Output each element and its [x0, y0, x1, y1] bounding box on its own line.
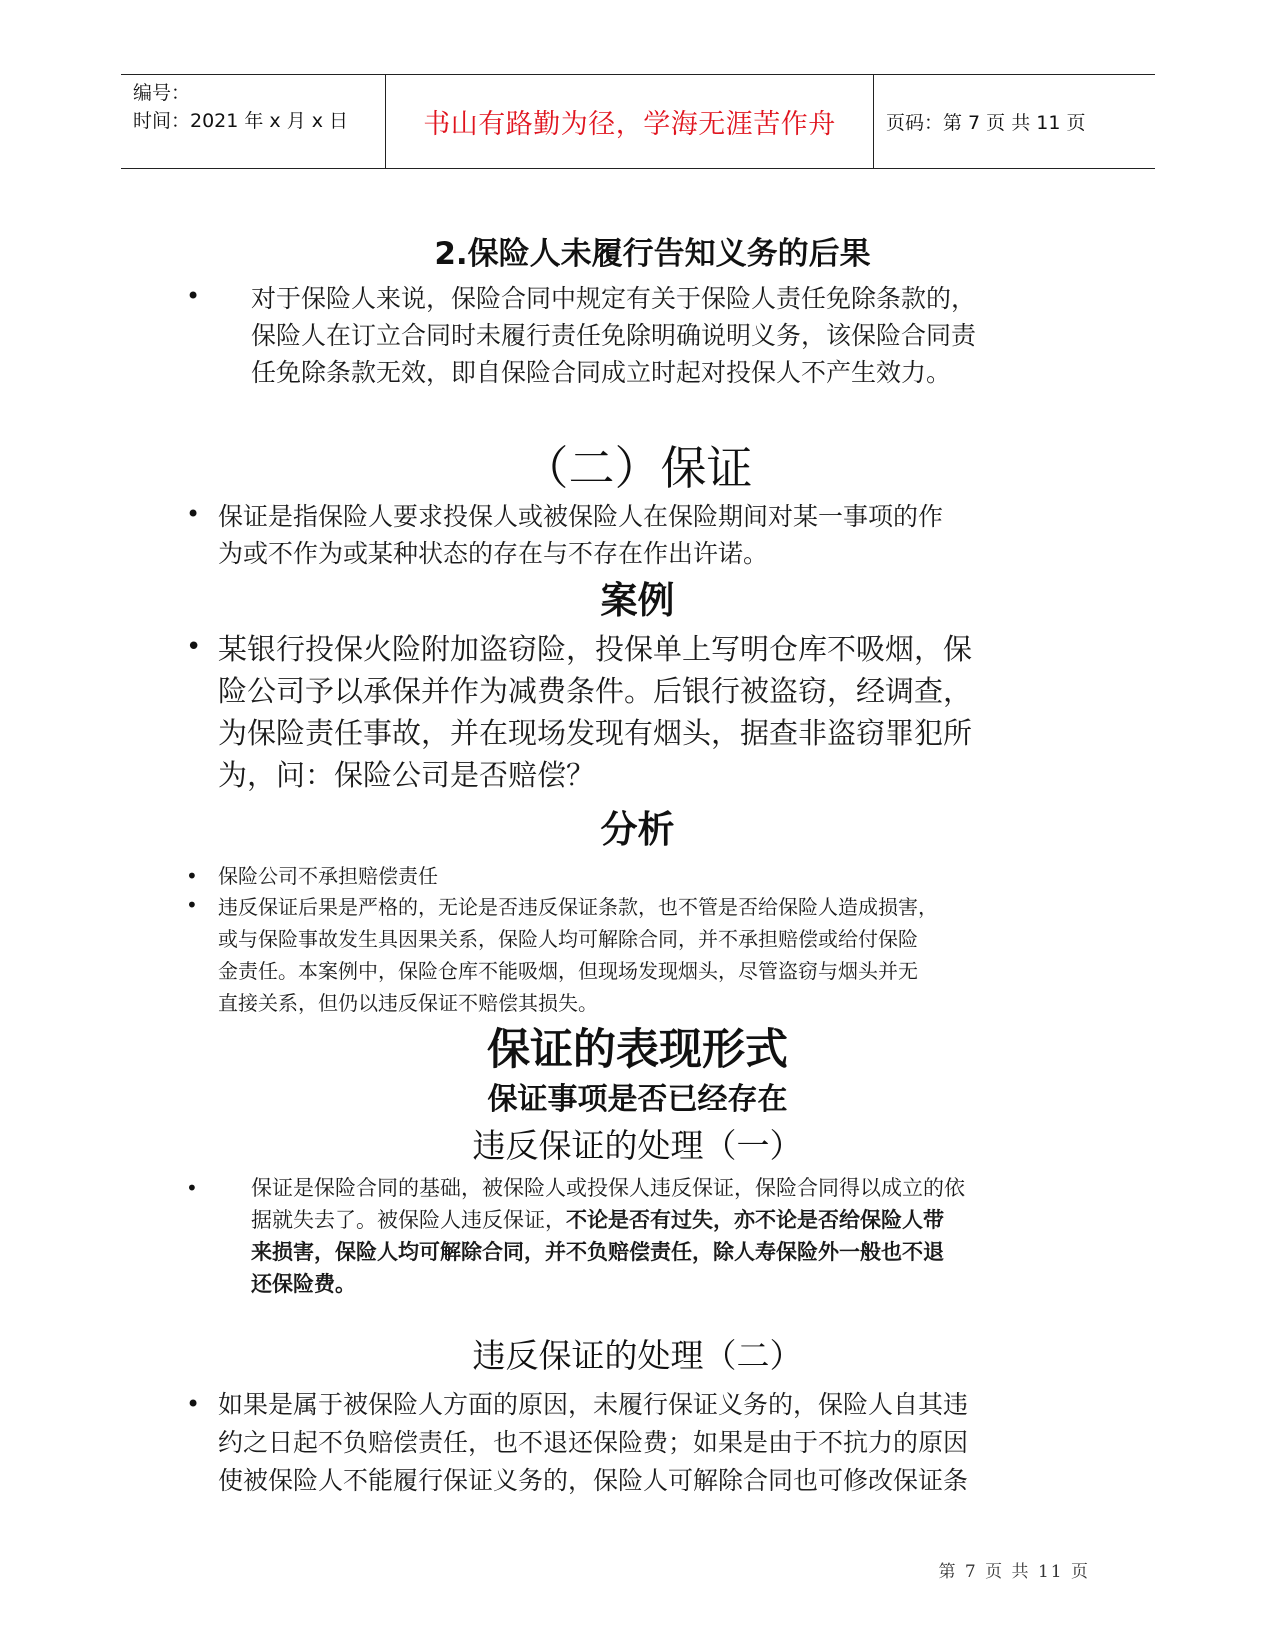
header-meta [121, 75, 386, 168]
bullet-icon: • [186, 1176, 198, 1200]
paragraph-line: 约之日起不负赔偿责任，也不退还保险费；如果是由于不抗力的原因 [218, 1428, 969, 1457]
paragraph-line: 险公司予以承保并作为减费条件。后银行被盗窃，经调查， [218, 674, 973, 708]
bullet-icon: • [186, 282, 201, 310]
case-paragraph [218, 628, 972, 796]
paragraph-line: 为保险责任事故，并在现场发现有烟头，据查非盗窃罪犯所 [218, 716, 973, 750]
section1-paragraph [251, 280, 976, 391]
bullet-icon: • [186, 864, 198, 888]
violation1-title: 违反保证的处理（一） [472, 1126, 803, 1165]
bullet-icon: • [186, 500, 201, 528]
violation2-title: 违反保证的处理（二） [472, 1336, 803, 1375]
analysis-title: 分析 [600, 808, 675, 851]
analysis-item-1: 保险公司不承担赔偿责任 [218, 864, 438, 888]
page-footer: 第 7 页 共 11 页 [938, 1562, 1090, 1582]
paragraph-line: 直接关系，但仍以违反保证不赔偿其损失。 [218, 991, 598, 1015]
violation1-paragraph [251, 1172, 965, 1300]
forms-title: 保证的表现形式 [487, 1025, 788, 1075]
paragraph-line: 保证是保险合同的基础，被保险人或投保人违反保证，保险合同得以成立的依 [251, 1176, 965, 1200]
bullet-icon: • [186, 632, 202, 662]
paragraph-line: 使被保险人不能履行保证义务的，保险人可解除合同也可修改保证条 [218, 1466, 969, 1495]
section1-title: 2.保险人未履行告知义务的后果 [434, 236, 871, 272]
section2-title: （二）保证 [522, 441, 753, 495]
paragraph-line: 或与保险事故发生具因果关系，保险人均可解除合同，并不承担赔偿或给付保险 [218, 927, 918, 951]
violation2-paragraph [218, 1386, 968, 1500]
emphasis-text: 不论是否有过失，亦不论是否给保险人带 [566, 1208, 944, 1232]
paragraph-line: 保证是指保险人要求投保人或被保险人在保险期间对某一事项的作 [218, 502, 944, 531]
case-title: 案例 [600, 579, 675, 622]
time-label: 时间：2021 年 x 月 x 日 [133, 110, 349, 132]
emphasis-text: 来损害，保险人均可解除合同，并不负赔偿责任，除人寿保险外一般也不退 [251, 1240, 944, 1264]
analysis-item-2 [218, 891, 938, 1019]
paragraph-line: 为或不作为或某种状态的存在与不存在作出许诺。 [218, 539, 769, 568]
paragraph-line: 如果是属于被保险人方面的原因，未履行保证义务的，保险人自其违 [218, 1390, 969, 1419]
paragraph-line: 任免除条款无效，即自保险合同成立时起对投保人不产生效力。 [251, 358, 952, 387]
paragraph-line: 为，问：保险公司是否赔偿？ [218, 758, 596, 792]
paragraph-line: 保险人在订立合同时未履行责任免除明确说明义务，该保险合同责 [251, 321, 977, 350]
paragraph-line [251, 1204, 965, 1236]
section2-paragraph [218, 498, 943, 572]
paragraph-text: 据就失去了。被保险人违反保证， [251, 1208, 566, 1232]
paragraph-line: 违反保证后果是严格的，无论是否违反保证条款，也不管是否给保险人造成损害， [218, 895, 938, 919]
paragraph-line: 对于保险人来说，保险合同中规定有关于保险人责任免除条款的， [251, 284, 977, 313]
page-header [121, 74, 1155, 169]
emphasis-text: 还保险费。 [251, 1272, 356, 1296]
bullet-icon: • [186, 893, 198, 917]
serial-label: 编号： [133, 82, 191, 104]
paragraph-line: 某银行投保火险附加盗窃险，投保单上写明仓库不吸烟，保 [218, 632, 973, 666]
forms-subtitle: 保证事项是否已经存在 [487, 1082, 788, 1117]
header-page-info: 页码：第 7 页 共 11 页 [886, 112, 1086, 134]
paragraph-line: 金责任。本案例中，保险仓库不能吸烟，但现场发现烟头，尽管盗窃与烟头并无 [218, 959, 918, 983]
header-motto: 书山有路勤为径，学海无涯苦作舟 [386, 75, 874, 168]
bullet-icon: • [186, 1390, 201, 1418]
